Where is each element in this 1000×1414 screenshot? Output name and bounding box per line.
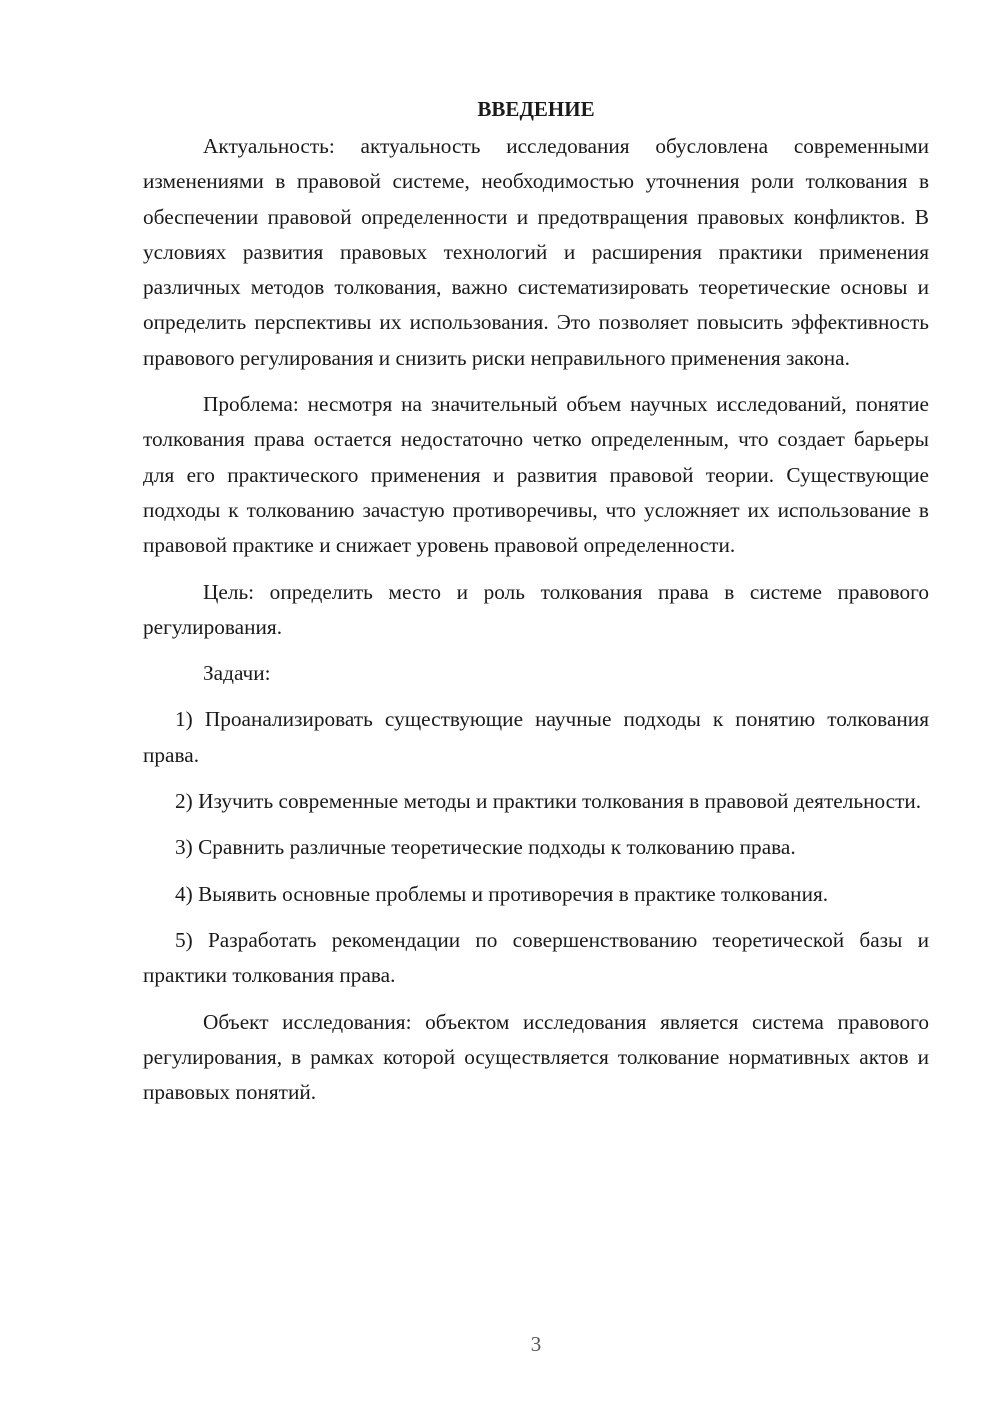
object-paragraph: Объект исследования: объектом исследования является система правового регулирования, в рамках которой осуществляется толкование нормативных актов и правовых понятий. <box>143 1009 929 1105</box>
task-item: 1) Проанализировать существующие научные подходы к понятию толкования права. <box>143 707 929 767</box>
task-item: 5) Разработать рекомендации по совершенствованию теоретической базы и практики толкования права. <box>143 927 929 988</box>
section-title: ВВЕДЕНИЕ <box>477 97 595 121</box>
document-page <box>143 92 929 1121</box>
relevance-paragraph: Актуальность: актуальность исследования обусловлена современными изменениями в правовой системе, необходимостью уточнения роли толкования в обеспечении правовой определенности и предотвращения правовых конфликтов. В условиях развития правовых технологий и расширения практики применения различных методов толкования, важно систематизировать теоретические основы и определить перспективы их использования. Это позволяет повысить эффективность правового регулирования и снизить риски неправильного применения закона. <box>143 134 929 370</box>
page-number: 3 <box>530 1332 542 1356</box>
tasks-label: Задачи: <box>203 661 271 686</box>
task-item: 2) Изучить современные методы и практики толкования в правовой деятельности. <box>175 789 922 814</box>
problem-paragraph: Проблема: несмотря на значительный объем научных исследований, понятие толкования права остается недостаточно четко определенным, что создает барьеры для его практического применения и развития правовой теории. Существующие подходы к толкованию зачастую противоречивы, что усложняет их использование в правовой практике и снижает уровень правовой определенности. <box>143 392 929 558</box>
task-item: 3) Сравнить различные теоретические подходы к толкованию права. <box>175 835 796 860</box>
task-item: 4) Выявить основные проблемы и противоречия в практике толкования. <box>175 881 829 906</box>
goal-paragraph: Цель: определить место и роль толкования права в системе правового регулирования. <box>143 579 929 639</box>
